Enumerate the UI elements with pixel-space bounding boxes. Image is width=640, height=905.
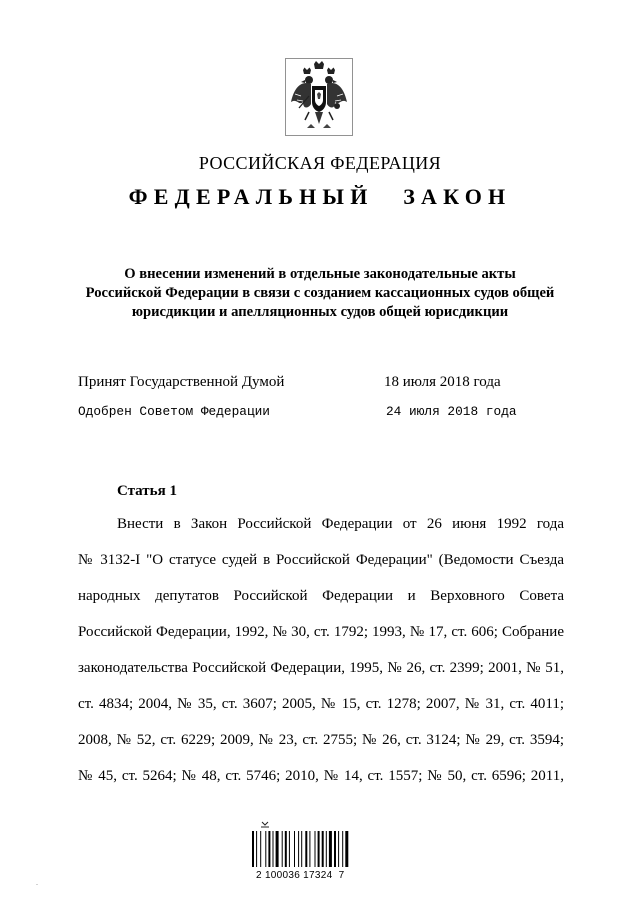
article-line: 2008, № 52, ст. 6229; 2009, № 23, ст. 2755; № 26, ст. 3124; № 29, ст. 3594;: [78, 732, 564, 748]
document-type: ФЕДЕРАЛЬНЫЙ ЗАКОН: [128, 184, 512, 209]
article-line: № 45, ст. 5264; № 48, ст. 5746; 2010, № 14, ст. 1557; № 50, ст. 6596; 2011,: [78, 768, 564, 784]
country-name: РОССИЙСКАЯ ФЕДЕРАЦИЯ: [198, 153, 442, 173]
law-title-line: юрисдикции и апелляционных судов общей юрисдикции: [131, 304, 509, 320]
article-line: народных депутатов Российской Федерации и Верховного Совета: [78, 588, 564, 604]
coat-of-arms-icon: [285, 58, 353, 136]
barcode-number: 2 100036 17324 7: [256, 870, 345, 881]
duma-adoption-label: Принят Государственной Думой: [78, 374, 285, 390]
article-line: Российской Федерации, 1992, № 30, ст. 1792; 1993, № 17, ст. 606; Собрание: [78, 624, 564, 640]
article-line: ст. 4834; 2004, № 35, ст. 3607; 2005, № 15, ст. 1278; 2007, № 31, ст. 4011;: [78, 696, 564, 712]
article-body: [78, 512, 564, 800]
article-line: законодательства Российской Федерации, 1995, № 26, ст. 2399; 2001, № 51,: [78, 660, 564, 676]
council-approval-label: Одобрен Советом Федерации: [78, 404, 270, 419]
article-heading: Статья 1: [117, 483, 177, 499]
article-line: Внести в Закон Российской Федерации от 26 июня 1992 года: [117, 516, 564, 532]
law-title: [60, 265, 580, 322]
law-title-line: Российской Федерации в связи с созданием кассационных судов общей: [85, 285, 555, 301]
duma-adoption-date: 18 июля 2018 года: [384, 374, 501, 390]
law-title-line: О внесении изменений в отдельные законодательные акты: [124, 266, 516, 282]
barcode: [250, 820, 380, 882]
council-approval-date: 24 июля 2018 года: [386, 404, 517, 419]
article-line: № 3132-I "О статусе судей в Российской Федерации" (Ведомости Съезда: [78, 552, 564, 568]
barcode-icon: [250, 820, 380, 870]
margin-mark: .: [36, 878, 38, 887]
